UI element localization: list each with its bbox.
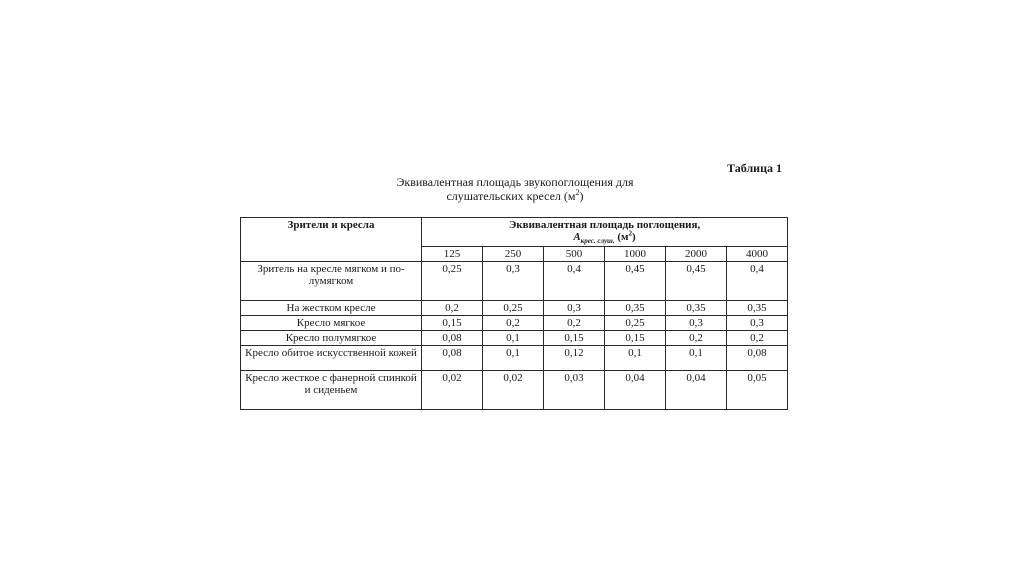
caption-line-2-text: слушательских кресел	[446, 189, 561, 203]
table-row	[241, 262, 788, 301]
table-cell: 0,1	[605, 346, 666, 371]
caption-line-1: Эквивалентная площадь звукопоглощения для	[396, 175, 634, 189]
table-cell: 0,2	[666, 331, 727, 346]
table-cell: 0,02	[422, 371, 483, 410]
freq-cell: 2000	[666, 247, 727, 262]
table-cell: 0,12	[544, 346, 605, 371]
table-row	[241, 301, 788, 316]
row-label: Кресло полумягкое	[241, 331, 422, 346]
caption-line-2	[340, 189, 690, 203]
table-cell: 0,4	[544, 262, 605, 301]
table-cell: 0,35	[727, 301, 788, 316]
header-row	[241, 218, 788, 247]
table-cell: 0,3	[727, 316, 788, 331]
table-cell: 0,25	[422, 262, 483, 301]
table-cell: 0,2	[483, 316, 544, 331]
table-cell: 0,1	[666, 346, 727, 371]
table-cell: 0,15	[544, 331, 605, 346]
table-cell: 0,2	[727, 331, 788, 346]
freq-cell: 125	[422, 247, 483, 262]
header-group-title: Эквивалентная площадь поглощения,	[508, 219, 701, 231]
table-cell: 0,35	[666, 301, 727, 316]
table-row	[241, 371, 788, 410]
table-cell: 0,1	[483, 346, 544, 371]
table-cell: 0,3	[483, 262, 544, 301]
table-cell: 0,05	[727, 371, 788, 410]
table-cell: 0,02	[483, 371, 544, 410]
freq-cell: 500	[544, 247, 605, 262]
header-group	[422, 218, 788, 247]
table-cell: 0,2	[544, 316, 605, 331]
row-label: Кресло мягкое	[241, 316, 422, 331]
freq-cell: 1000	[605, 247, 666, 262]
table-cell: 0,08	[422, 346, 483, 371]
table-cell: 0,25	[483, 301, 544, 316]
freq-cell: 250	[483, 247, 544, 262]
table-cell: 0,45	[605, 262, 666, 301]
header-symbol: A	[573, 231, 581, 243]
table-caption	[340, 175, 690, 203]
table-cell: 0,15	[422, 316, 483, 331]
header-unit: $(м^2)$	[617, 229, 636, 243]
header-first-col: Зрители и кресла	[241, 218, 422, 262]
table-number: Таблица 1	[727, 161, 782, 175]
table-cell: 0,45	[666, 262, 727, 301]
table-cell: 0,04	[605, 371, 666, 410]
table-cell: 0,3	[544, 301, 605, 316]
table-cell: 0,3	[666, 316, 727, 331]
table-cell: 0,1	[483, 331, 544, 346]
table-cell: 0,15	[605, 331, 666, 346]
table-row	[241, 316, 788, 331]
row-label: Кресло жесткое с фанерной спинкой и сиденьем	[241, 371, 422, 410]
header-symbol-sub: крес. слуш.	[580, 237, 615, 246]
table-row	[241, 331, 788, 346]
table-row	[241, 346, 788, 371]
absorption-table	[240, 217, 788, 410]
table-cell: 0,08	[422, 331, 483, 346]
table-cell: 0,03	[544, 371, 605, 410]
row-label: На жестком кресле	[241, 301, 422, 316]
table-cell: 0,25	[605, 316, 666, 331]
row-label: Зритель на кресле мягком и по-лумягком	[241, 262, 422, 301]
table-cell: 0,2	[422, 301, 483, 316]
row-label: Кресло обитое искусственной кожей	[241, 346, 422, 371]
header-symbol-line	[424, 229, 785, 246]
table-cell: 0,35	[605, 301, 666, 316]
table-cell: 0,04	[666, 371, 727, 410]
table-cell: 0,08	[727, 346, 788, 371]
caption-unit: $(м^2)$	[563, 188, 584, 203]
table-cell: 0,4	[727, 262, 788, 301]
freq-cell: 4000	[727, 247, 788, 262]
